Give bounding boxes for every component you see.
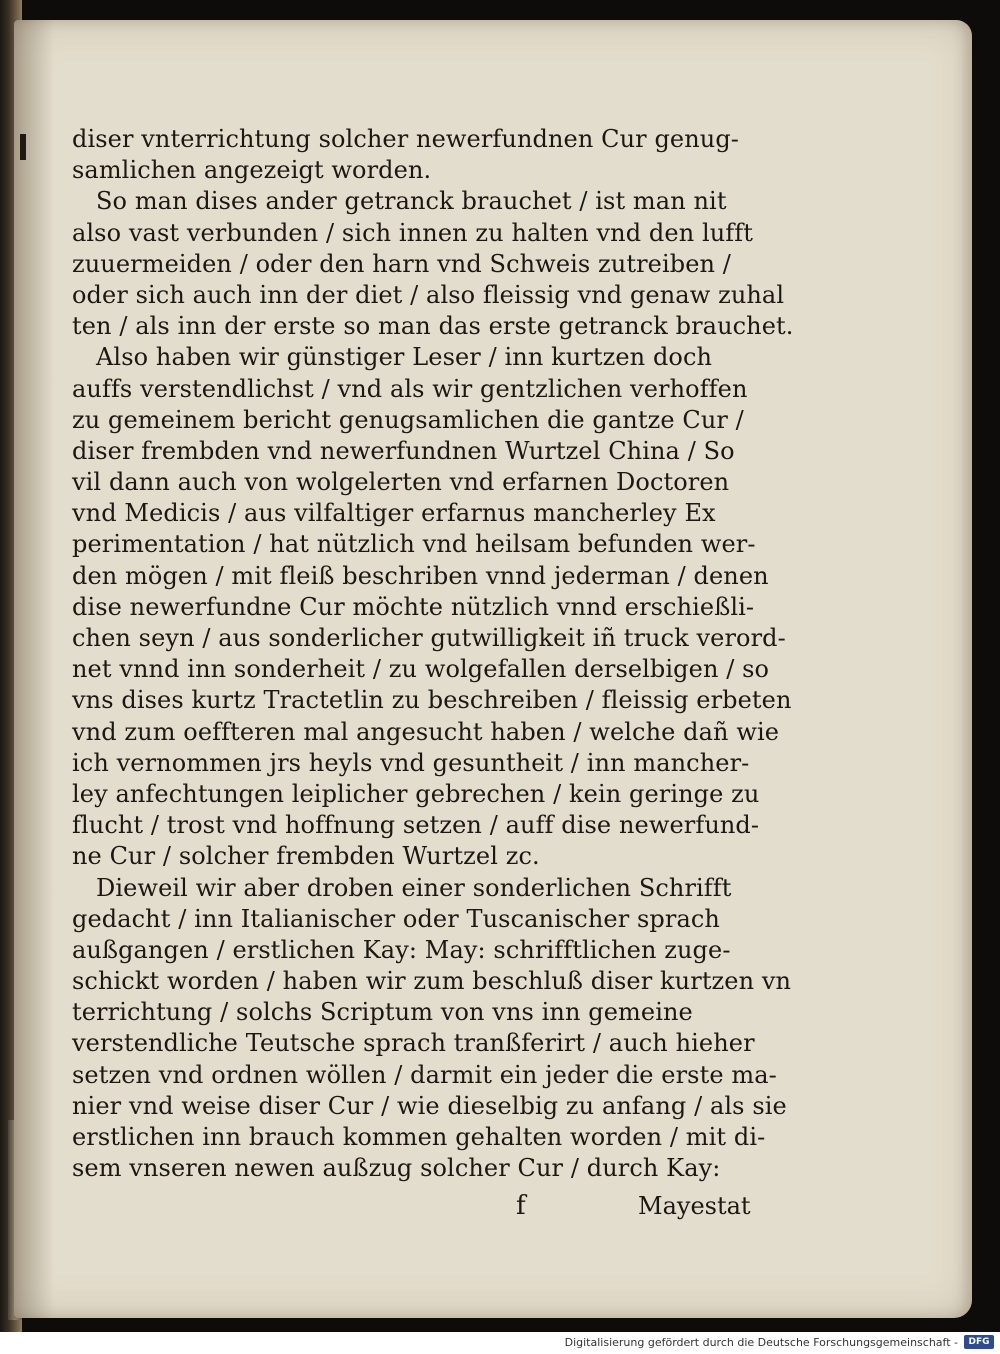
text-line: erstlichen inn brauch kommen gehalten worden / mit di- [72,1123,766,1151]
text-line: terrichtung / solchs Scriptum von vns inn gemeine [72,998,693,1027]
text-line: vil dann auch von wolgelerten vnd erfarnen Doctoren [72,468,730,497]
text-line: perimentation / hat nützlich vnd heilsam befunden wer- [72,530,756,559]
text-line: vnd zum oeffteren mal angesucht haben / welche dañ wie [72,717,780,746]
text-line: net vnnd inn sonderheit / zu wolgefallen derselbigen / so [72,655,770,684]
text-block [72,124,792,1228]
text-line: sem vnseren newen außzug solcher Cur / durch Kay: [72,1154,721,1183]
text-line: ten / als inn der erste so man das erste getranck brauchet. [72,312,794,341]
text-line: diser frembden vnd newerfundnen Wurtzel China / So [72,436,735,465]
text-line: samlichen angezeigt worden. [72,156,432,185]
text-line: diser vnterrichtung solcher newerfundnen Cur genug- [72,125,739,153]
text-line: setzen vnd ordnen wöllen / darmit ein jeder die erste ma- [72,1060,777,1089]
text-line: verstendliche Teutsche sprach tranßferirt / auch hieher [72,1029,755,1058]
text-line: auffs verstendlichst / vnd als wir gentzlichen verhoffen [72,374,748,403]
text-line: den mögen / mit fleiß beschriben vnnd jederman / denen [72,561,769,590]
text-line: Dieweil wir aber droben einer sonderlichen Schrifft [96,873,732,902]
text-line: ne Cur / solcher frembden Wurtzel zc. [72,842,540,871]
text-line: vns dises kurtz Tractetlin zu beschreiben / fleissig erbeten [72,686,792,715]
page-footer [72,1188,792,1228]
text-line: außgangen / erstlichen Kay: May: schrifftlichen zuge- [72,935,731,964]
text-line: So man dises ander getranck brauchet / ist man nit [96,187,727,216]
text-line: chen seyn / aus sonderlicher gutwilligkeit iñ truck verord- [72,624,786,652]
text-line: schickt worden / haben wir zum beschluß diser kurtzen vn [72,967,792,996]
text-line: ley anfechtungen leiplicher gebrechen / kein geringe zu [72,779,760,808]
margin-mark [20,134,26,160]
dfg-logo: DFG [964,1335,994,1349]
text-line: gedacht / inn Italianischer oder Tuscanischer sprach [72,904,720,933]
text-line: zu gemeinem bericht genugsamlichen die gantze Cur / [72,405,744,434]
credit-bar [0,1332,1000,1354]
text-line: flucht / trost vnd hoffnung setzen / auff dise newerfund- [72,811,760,840]
paper-page [14,20,972,1318]
text-line: dise newerfundne Cur möchte nützlich vnnd erschießli- [72,592,755,621]
funding-credit: Digitalisierung gefördert durch die Deutsche Forschungsgemeinschaft - [564,1336,958,1349]
text-line: zuuermeiden / oder den harn vnd Schweis zutreiben / [72,249,731,278]
signature-mark: f [516,1191,526,1222]
text-line: ich vernommen jrs heyls vnd gesuntheit / inn mancher- [72,748,750,777]
text-line: also vast verbunden / sich innen zu halten vnd den lufft [72,218,754,247]
text-line: vnd Medicis / aus vilfaltiger erfarnus mancherley Ex [72,499,716,528]
catchword: Mayestat [638,1192,751,1221]
text-line: nier vnd weise diser Cur / wie dieselbig zu anfang / als sie [72,1091,787,1120]
text-line: Also haben wir günstiger Leser / inn kurtzen doch [96,343,713,372]
text-line: oder sich auch inn der diet / also fleissig vnd genaw zuhal [72,280,785,309]
